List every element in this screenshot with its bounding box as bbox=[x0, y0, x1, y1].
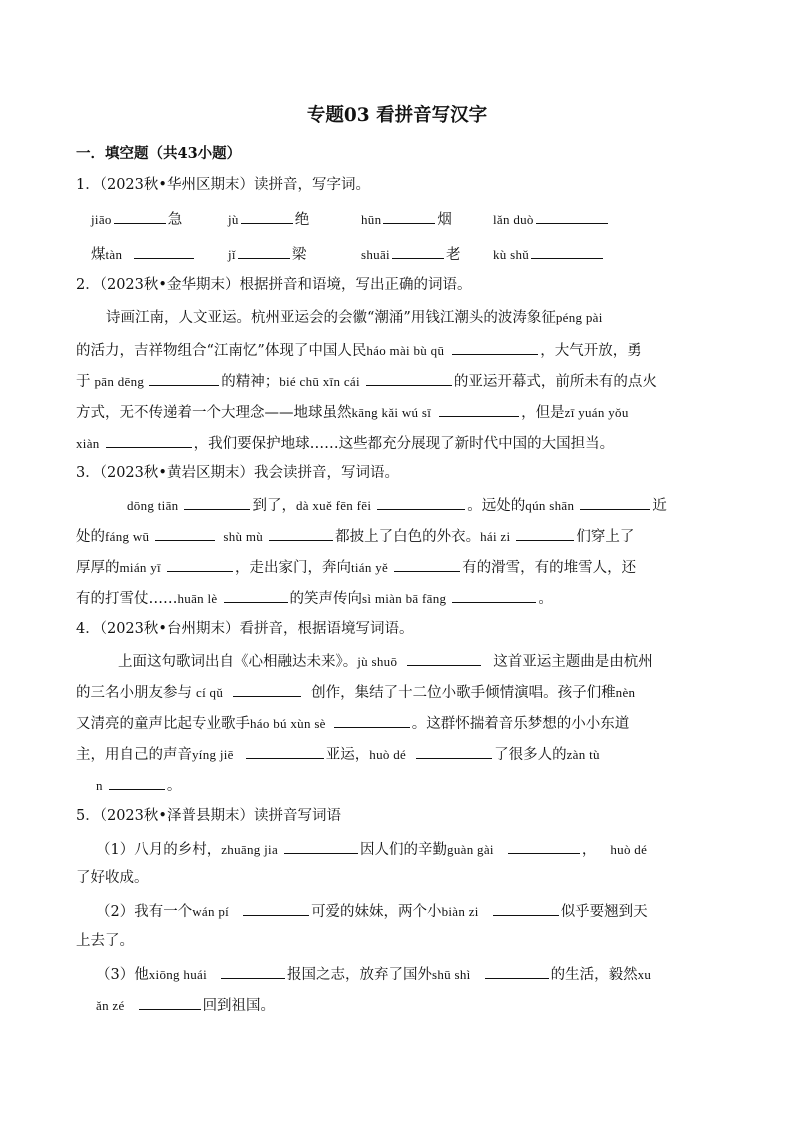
text: ，走出家门，奔向 bbox=[234, 560, 351, 576]
question-stem: 看拼音，根据语境写词语。 bbox=[239, 621, 414, 637]
answer-blank[interactable] bbox=[221, 963, 285, 979]
q1-row-1 bbox=[0, 208, 794, 228]
text: 这首亚运主题曲是由杭州 bbox=[493, 654, 653, 670]
pinyin: tián yě bbox=[350, 560, 389, 575]
question-source: （2023秋•泽普县期末） bbox=[99, 808, 254, 824]
question-source: （2023秋•金华期末） bbox=[99, 277, 240, 293]
q5-item-3-line-2 bbox=[96, 994, 275, 1016]
answer-blank[interactable] bbox=[224, 587, 288, 603]
answer-blank[interactable] bbox=[109, 774, 165, 790]
text: 的活力，吉祥物组合“江南忆”体现了中国人民 bbox=[76, 343, 367, 359]
q2-line-5 bbox=[76, 432, 614, 454]
answer-blank[interactable] bbox=[485, 963, 549, 979]
pinyin: fáng wū bbox=[105, 529, 150, 544]
answer-blank[interactable] bbox=[334, 712, 410, 728]
text: 。 bbox=[538, 591, 553, 607]
q4-line-2 bbox=[76, 681, 635, 703]
q4-line-3 bbox=[76, 712, 629, 734]
text: 于 bbox=[76, 374, 91, 390]
text: （3）他 bbox=[96, 967, 149, 983]
answer-blank[interactable] bbox=[366, 370, 452, 386]
question-number: 5． bbox=[76, 808, 100, 824]
pinyin: shù mù bbox=[223, 529, 264, 544]
question-5-header bbox=[76, 806, 341, 826]
text: 有的打雪仗…… bbox=[76, 591, 178, 607]
question-number: 1． bbox=[76, 177, 100, 193]
q5-item-2-line-1 bbox=[96, 900, 648, 922]
answer-blank[interactable] bbox=[377, 494, 465, 510]
answer-blank[interactable] bbox=[243, 900, 309, 916]
q2-line-1 bbox=[106, 308, 603, 328]
pinyin: kù shǔ bbox=[493, 247, 530, 262]
text: 了好收成。 bbox=[76, 870, 149, 886]
text: 们穿上了 bbox=[576, 529, 635, 545]
text: 厚厚的 bbox=[76, 560, 120, 576]
answer-blank[interactable] bbox=[241, 208, 293, 224]
pinyin: shū shì bbox=[431, 967, 471, 982]
answer-blank[interactable] bbox=[284, 838, 358, 854]
pinyin: wán pí bbox=[192, 904, 230, 919]
pinyin: pān dēng bbox=[94, 374, 145, 389]
question-1-header bbox=[76, 175, 370, 195]
answer-blank[interactable] bbox=[416, 743, 492, 759]
pinyin: bié chū xīn cái bbox=[279, 374, 360, 389]
pinyin: yíng jiē bbox=[192, 747, 234, 762]
q2-line-2 bbox=[76, 339, 642, 361]
text: 了很多人的 bbox=[494, 747, 567, 763]
answer-blank[interactable] bbox=[139, 994, 201, 1010]
pinyin: lǎn duò bbox=[493, 212, 534, 227]
text: ，大气开放，勇 bbox=[540, 343, 642, 359]
q2-line-3 bbox=[76, 370, 657, 392]
pinyin: jǐ bbox=[228, 247, 236, 262]
text: 。远处的 bbox=[467, 498, 526, 514]
answer-blank[interactable] bbox=[394, 556, 460, 572]
q3-line-2 bbox=[76, 525, 634, 547]
pinyin: shuāi bbox=[361, 247, 390, 262]
pinyin: zhuāng jia bbox=[221, 842, 279, 857]
given-char: 老 bbox=[445, 247, 461, 263]
text: 的生活，毅然 bbox=[550, 967, 638, 983]
pinyin: qún shān bbox=[525, 498, 575, 513]
text: ， bbox=[581, 842, 597, 858]
pinyin: péng pài bbox=[555, 310, 603, 325]
answer-blank[interactable] bbox=[392, 243, 444, 259]
text: 上去了。 bbox=[76, 933, 134, 949]
question-stem: 我会读拼音，写词语。 bbox=[253, 465, 399, 481]
q5-item-3-line-1 bbox=[96, 963, 651, 985]
pinyin: háo bú xùn sè bbox=[250, 716, 326, 731]
text: 主，用自己的声音 bbox=[76, 747, 192, 763]
answer-blank[interactable] bbox=[439, 401, 519, 417]
question-stem: 根据拼音和语境，写出正确的词语。 bbox=[239, 277, 472, 293]
question-source: （2023秋•黄岩区期末） bbox=[99, 465, 254, 481]
pinyin: hái zi bbox=[480, 529, 511, 544]
text: 似乎要翘到天 bbox=[560, 904, 648, 920]
text: 可爱的妹妹，两个小 bbox=[311, 904, 442, 920]
given-char: 梁 bbox=[291, 247, 307, 263]
answer-blank[interactable] bbox=[452, 587, 536, 603]
q3-line-1 bbox=[127, 494, 667, 516]
question-number: 4． bbox=[76, 621, 100, 637]
question-number: 2． bbox=[76, 277, 100, 293]
pinyin: mián yī bbox=[119, 560, 161, 575]
question-source: （2023秋•台州期末） bbox=[99, 621, 240, 637]
text: 报国之志，放弃了国外 bbox=[286, 967, 432, 983]
text: ，但是 bbox=[521, 405, 565, 421]
text: 回到祖国。 bbox=[202, 998, 276, 1014]
given-char: 煤 bbox=[91, 247, 106, 263]
q1-row-2 bbox=[0, 243, 794, 263]
pinyin: huān lè bbox=[177, 591, 218, 606]
answer-blank[interactable] bbox=[516, 525, 574, 541]
text: 都披上了白色的外衣。 bbox=[335, 529, 481, 545]
answer-blank[interactable] bbox=[383, 208, 435, 224]
answer-blank[interactable] bbox=[580, 494, 650, 510]
pinyin: guàn gài bbox=[447, 842, 494, 857]
pinyin: jiāo bbox=[91, 212, 112, 227]
section-heading: 一．填空题（共43小题） bbox=[76, 145, 242, 162]
answer-blank[interactable] bbox=[493, 900, 559, 916]
q4-line-4 bbox=[76, 743, 600, 765]
text: 上面这句歌词出自《心相融达未来》。 bbox=[118, 654, 358, 670]
pinyin: huò dé bbox=[610, 842, 648, 857]
text: （1）八月的乡村， bbox=[96, 842, 222, 858]
pinyin: kāng kǎi wú sī bbox=[351, 405, 432, 420]
pinyin: ǎn zé bbox=[96, 998, 125, 1013]
q4-line-5 bbox=[96, 774, 181, 796]
text: 的亚运开幕式，前所未有的点火 bbox=[453, 374, 657, 390]
pinyin: zàn tù bbox=[566, 747, 600, 762]
pinyin: tàn bbox=[105, 247, 123, 262]
pinyin: xiōng huái bbox=[148, 967, 207, 982]
text: 亚运， bbox=[325, 747, 370, 763]
text: 方式，无不传递着一个大理念——地球虽然 bbox=[76, 405, 352, 421]
text: 的三名小朋友参与 bbox=[76, 685, 192, 701]
pinyin: huò dé bbox=[369, 747, 407, 762]
answer-blank[interactable] bbox=[149, 370, 219, 386]
text: 。这群怀揣着音乐梦想的小小东道 bbox=[411, 716, 630, 732]
question-4-header bbox=[76, 619, 413, 639]
q4-line-1 bbox=[118, 650, 653, 672]
q3-line-3 bbox=[76, 556, 636, 578]
pinyin: sì miàn bā fāng bbox=[362, 591, 447, 606]
text: 处的 bbox=[76, 529, 105, 545]
answer-blank[interactable] bbox=[233, 681, 301, 697]
answer-blank[interactable] bbox=[531, 243, 603, 259]
question-number: 3． bbox=[76, 465, 100, 481]
answer-blank[interactable] bbox=[155, 525, 215, 541]
q3-line-4 bbox=[76, 587, 553, 609]
answer-blank[interactable] bbox=[114, 208, 166, 224]
answer-blank[interactable] bbox=[246, 743, 324, 759]
answer-blank[interactable] bbox=[269, 525, 333, 541]
given-char: 绝 bbox=[294, 212, 310, 228]
text: 到了， bbox=[252, 498, 296, 514]
answer-blank[interactable] bbox=[167, 556, 233, 572]
pinyin: hūn bbox=[361, 212, 382, 227]
pinyin: zī yuán yǒu bbox=[564, 405, 629, 420]
pinyin: biàn zi bbox=[441, 904, 479, 919]
text: （2）我有一个 bbox=[96, 904, 193, 920]
pinyin: n bbox=[96, 778, 103, 793]
answer-blank[interactable] bbox=[407, 650, 481, 666]
text: 。 bbox=[166, 778, 182, 794]
text: 有的滑雪，有的堆雪人，还 bbox=[462, 560, 637, 576]
text: 的笑声传向 bbox=[289, 591, 363, 607]
text: ，我们要保护地球……这些都充分展现了新时代中国的大国担当。 bbox=[193, 436, 615, 452]
q5-item-2-line-2 bbox=[76, 931, 134, 951]
pinyin: háo mài bù qū bbox=[366, 343, 445, 358]
text: 的精神； bbox=[221, 374, 280, 390]
given-char: 急 bbox=[167, 212, 183, 228]
pinyin: nèn bbox=[615, 685, 636, 700]
page-title: 专题03 看拼音写汉字 bbox=[306, 105, 488, 126]
given-char: 烟 bbox=[437, 212, 452, 228]
text: 诗画江南，人文亚运。杭州亚运会的会徽“潮涌”用钱江潮头的波涛象征 bbox=[106, 310, 556, 326]
question-stem: 读拼音，写字词。 bbox=[253, 177, 370, 193]
text: 近 bbox=[652, 498, 667, 514]
question-source: （2023秋•华州区期末） bbox=[99, 177, 254, 193]
answer-blank[interactable] bbox=[184, 494, 250, 510]
q5-item-1-line-2 bbox=[76, 868, 149, 888]
text: 因人们的辛勤 bbox=[360, 842, 448, 858]
pinyin: cí qǔ bbox=[196, 685, 224, 700]
text: 创作，集结了十二位小歌手倾情演唱。孩子们稚 bbox=[311, 685, 616, 701]
pinyin: jù bbox=[228, 212, 239, 227]
question-stem: 读拼音写词语 bbox=[253, 808, 341, 824]
answer-blank[interactable] bbox=[508, 838, 580, 854]
answer-blank[interactable] bbox=[238, 243, 290, 259]
pinyin: dōng tiān bbox=[127, 498, 179, 513]
q5-item-1-line-1 bbox=[96, 838, 647, 860]
pinyin: xu bbox=[637, 967, 652, 982]
answer-blank[interactable] bbox=[452, 339, 538, 355]
pinyin: jù shuō bbox=[357, 654, 398, 669]
pinyin: xiàn bbox=[76, 436, 100, 451]
answer-blank[interactable] bbox=[134, 243, 194, 259]
question-2-header bbox=[76, 275, 471, 295]
answer-blank[interactable] bbox=[536, 208, 608, 224]
answer-blank[interactable] bbox=[106, 432, 192, 448]
q2-line-4 bbox=[76, 401, 629, 423]
pinyin: dà xuě fēn fēi bbox=[295, 498, 372, 513]
question-3-header bbox=[76, 463, 399, 483]
text: 又清亮的童声比起专业歌手 bbox=[76, 716, 250, 732]
